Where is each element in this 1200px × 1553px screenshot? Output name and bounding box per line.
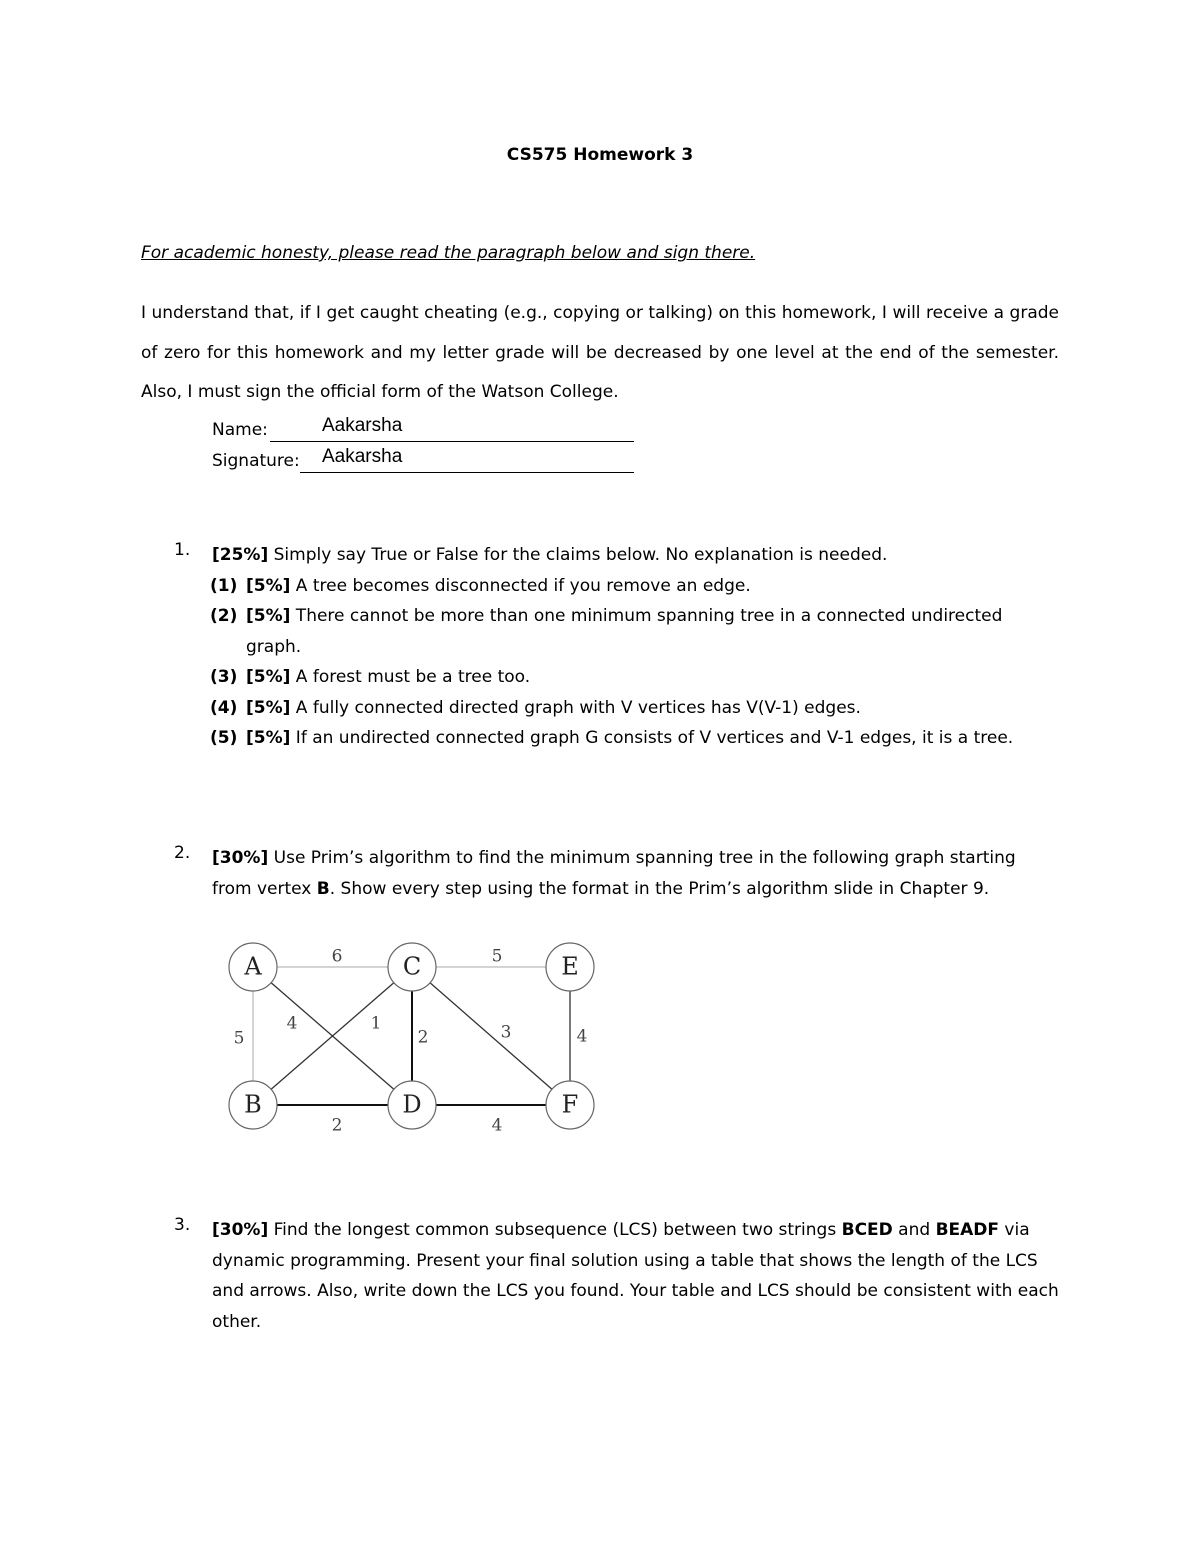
string-2: BEADF — [935, 1220, 1000, 1240]
signature-label: Signature: — [212, 451, 300, 471]
claim-number: (2) — [210, 606, 238, 626]
question-text-cont: via dynamic programming. Present your final solution using a table that shows the length of the LCS and arrows. Also, write down the LCS you found. Your table and LCS should be consistent with each other. — [212, 1220, 1059, 1332]
claim-item — [212, 571, 986, 602]
claim-percent: [5%] — [246, 606, 291, 626]
question-text-and: and — [892, 1220, 936, 1240]
name-label: Name: — [212, 420, 268, 440]
edge-weight-label: 5 — [491, 946, 503, 967]
graph-edge-C-F — [412, 967, 570, 1105]
claim-number: (5) — [210, 728, 238, 748]
question-text: Simply say True or False for the claims below. No explanation is needed. — [268, 545, 888, 565]
claim-text: A forest must be a tree too. — [290, 667, 531, 687]
question-percent: [30%] — [212, 1220, 269, 1240]
question-percent: [25%] — [212, 545, 269, 565]
question-text: Find the longest common subsequence (LCS) between two strings — [268, 1220, 842, 1240]
question-number: 3. — [174, 1215, 191, 1235]
honesty-pledge-paragraph: I understand that, if I get caught cheating (e.g., copying or talking) on this homework, I will receive a grade of zero for this homework and my letter grade will be decreased by one level at the end of the semester. Also, I must sign the official form of the Watson College. — [141, 303, 1059, 402]
node-label: B — [244, 1090, 262, 1119]
edge-weight-label: 6 — [331, 946, 343, 967]
claim-text: A tree becomes disconnected if you remove an edge. — [290, 575, 751, 596]
node-label: E — [561, 952, 579, 981]
question-percent: [30%] — [212, 848, 269, 868]
question-text-cont: . Show every step using the format in the Prim’s algorithm slide in Chapter 9. — [329, 878, 990, 899]
start-vertex: B — [316, 878, 330, 899]
question-text: Use Prim’s algorithm to find the minimum spanning tree in the following graph starting from vertex — [212, 848, 1016, 899]
name-line — [270, 415, 634, 442]
claim-item — [212, 693, 1062, 724]
claim-text: There cannot be more than one minimum spanning tree in a connected undirected graph. — [246, 606, 1003, 657]
string-1: BCED — [841, 1220, 893, 1240]
graph-svg — [220, 935, 610, 1135]
edge-weight-label: 4 — [286, 1013, 298, 1034]
claim-item — [212, 601, 1036, 662]
node-label: D — [402, 1090, 422, 1119]
honesty-note: For academic honesty, please read the paragraph below and sign there. — [141, 243, 756, 263]
question-body — [212, 1215, 1062, 1337]
edge-weight-label: 5 — [233, 1028, 245, 1049]
node-label: C — [402, 952, 422, 981]
question-number: 2. — [174, 843, 191, 863]
name-value: Aakarsha — [322, 415, 403, 436]
name-row — [212, 415, 403, 444]
edge-weight-label: 1 — [370, 1013, 382, 1034]
node-label: F — [561, 1090, 579, 1119]
signature-row — [212, 446, 403, 475]
claim-text: A fully connected directed graph with V vertices has V(V-1) edges. — [290, 697, 861, 718]
node-label: A — [244, 952, 262, 981]
claim-number: (1) — [210, 575, 238, 596]
question-body — [212, 843, 1042, 904]
edge-weight-label: 4 — [576, 1026, 588, 1047]
claim-number: (4) — [210, 697, 238, 718]
claim-percent: [5%] — [246, 575, 291, 596]
question-number: 1. — [174, 540, 191, 560]
claim-item — [212, 662, 1062, 693]
edge-weight-label: 4 — [491, 1115, 503, 1135]
edge-weight-label: 2 — [417, 1027, 429, 1048]
claims-list — [212, 571, 1062, 754]
claim-number: (3) — [210, 667, 238, 687]
document-title: CS575 Homework 3 — [506, 145, 694, 165]
question-body — [212, 540, 1062, 754]
mst-graph-figure — [220, 935, 610, 1135]
signature-value: Aakarsha — [322, 446, 403, 467]
edge-weight-label: 2 — [331, 1115, 343, 1135]
claim-percent: [5%] — [246, 667, 291, 687]
claim-percent: [5%] — [246, 697, 291, 718]
signature-line — [300, 446, 634, 473]
claim-text: If an undirected connected graph G consists of V vertices and V-1 edges, it is a tree. — [290, 728, 1014, 748]
claim-item — [212, 723, 1062, 754]
question-prompt — [212, 540, 1062, 571]
claim-percent: [5%] — [246, 728, 291, 748]
edge-weight-label: 3 — [500, 1022, 512, 1043]
